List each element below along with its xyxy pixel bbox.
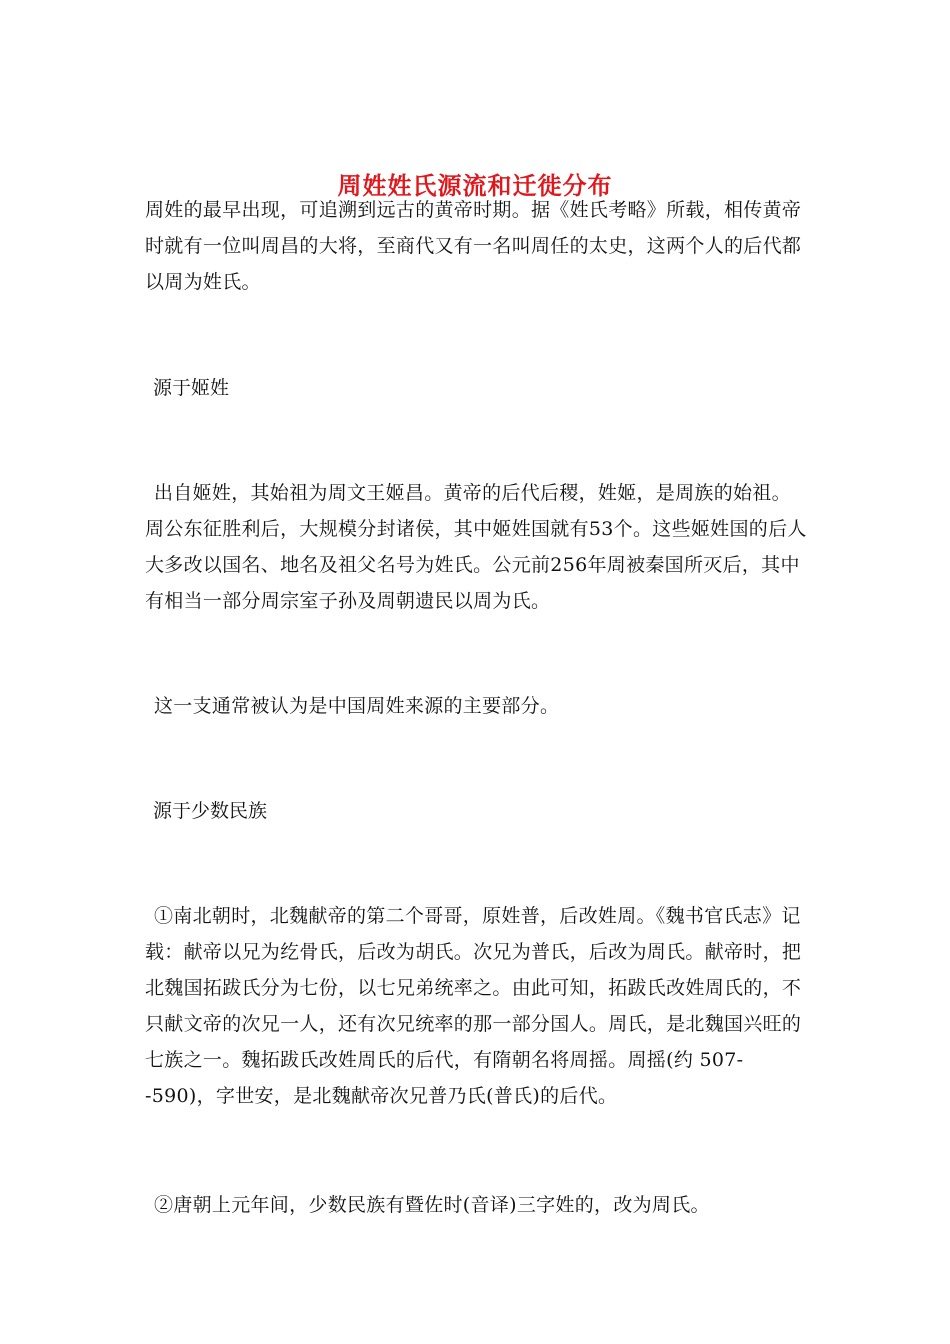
section-paragraph-main-branch: 这一支通常被认为是中国周姓来源的主要部分。 [154,695,560,717]
intro-paragraph: 周姓的最早出现，可追溯到远古的黄帝时期。据《姓氏考略》所载，相传黄帝时就有一位叫周昌的大将，至商代又有一名叫周任的太史，这两个人的后代都以周为姓氏。 [145,199,802,293]
list-item-northern-wei: ①南北朝时，北魏献帝的第二个哥哥，原姓普，后改姓周。《魏书官氏志》记载：献帝以兄为纥骨氏，后改为胡氏。次兄为普氏，后改为周氏。献帝时，把北魏国拓跋氏分为七份，以七兄弟统率之。由此可知，拓跋氏改姓周氏的，不只献文帝的次兄一人，还有次兄统率的那一部分国人。周氏，是北魏国兴旺的七族之一。魏拓跋氏改姓周氏的后代，有隋朝名将周摇。周摇(约 507--590)，字世安，是北魏献帝次兄普乃氏(普氏)的后代。 [145,905,802,1107]
section-heading-minority: 源于少数民族 [153,800,268,822]
document-title: 周姓姓氏源流和迁徙分布 [337,171,613,201]
list-item-tang-dynasty: ②唐朝上元年间，少数民族有暨佐时(音译)三字姓的，改为周氏。 [154,1194,710,1216]
section-heading-jiang-surname: 源于姬姓 [153,377,230,399]
section-paragraph-ji-origin: 出自姬姓，其始祖为周文王姬昌。黄帝的后代后稷，姓姬，是周族的始祖。周公东征胜利后，大规模分封诸侯，其中姬姓国就有53个。这些姬姓国的后人大多改以国名、地名及祖父名号为姓氏。公元前256年周被秦国所灭后，其中有相当一部分周宗室子孙及周朝遗民以周为氏。 [145,482,807,612]
